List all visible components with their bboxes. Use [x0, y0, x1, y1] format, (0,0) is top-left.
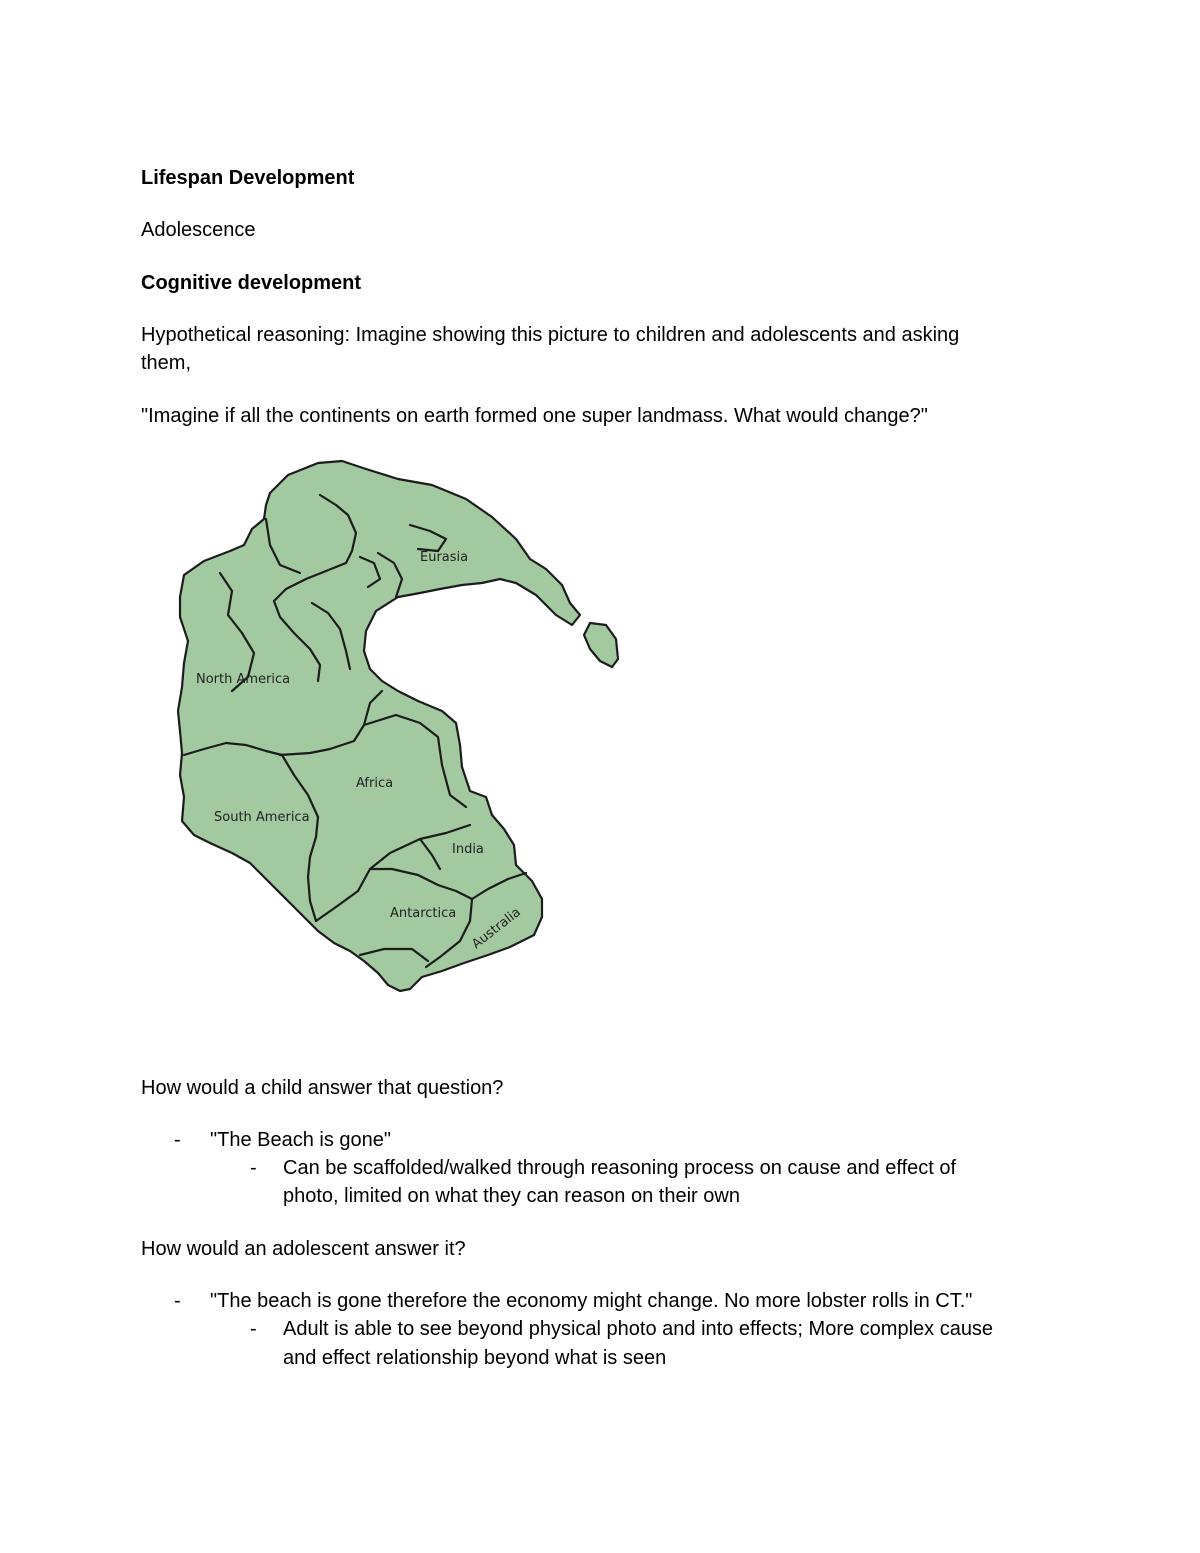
- adolescent-explanation-line-1: Adult is able to see beyond physical photo and into effects; More complex cause: [283, 1318, 994, 1340]
- child-answer: "The Beach is gone": [210, 1129, 391, 1151]
- label-australia: Australia: [469, 904, 524, 953]
- intro-line-2: them,: [141, 352, 192, 374]
- intro-line-1: Hypothetical reasoning: Imagine showing this picture to children and adolescents and asking: [141, 324, 960, 346]
- label-north-america: North America: [196, 672, 291, 687]
- label-africa: Africa: [356, 776, 394, 791]
- adolescent-explanation-line-2: and effect relationship beyond what is seen: [283, 1347, 667, 1369]
- sub-bullet-marker: -: [250, 1318, 257, 1340]
- adolescent-answer: "The beach is gone therefore the economy might change. No more lobster rolls in CT.": [210, 1290, 973, 1312]
- quote: "Imagine if all the continents on earth formed one super landmass. What would change?": [141, 405, 928, 427]
- pangaea-map: [170, 455, 630, 995]
- label-india: India: [452, 842, 484, 857]
- document-title: Lifespan Development: [141, 167, 355, 189]
- section-heading: Cognitive development: [141, 272, 362, 294]
- question-adolescent: How would an adolescent answer it?: [141, 1238, 466, 1260]
- label-eurasia: Eurasia: [420, 550, 469, 565]
- label-antarctica: Antarctica: [390, 906, 457, 921]
- bullet-marker: -: [174, 1290, 181, 1312]
- question-child: How would a child answer that question?: [141, 1077, 504, 1099]
- subtitle: Adolescence: [141, 219, 256, 241]
- child-explanation-line-1: Can be scaffolded/walked through reasoning process on cause and effect of: [283, 1157, 957, 1179]
- label-south-america: South America: [214, 810, 310, 825]
- child-explanation-line-2: photo, limited on what they can reason on their own: [283, 1185, 740, 1207]
- sub-bullet-marker: -: [250, 1157, 257, 1179]
- bullet-marker: -: [174, 1129, 181, 1151]
